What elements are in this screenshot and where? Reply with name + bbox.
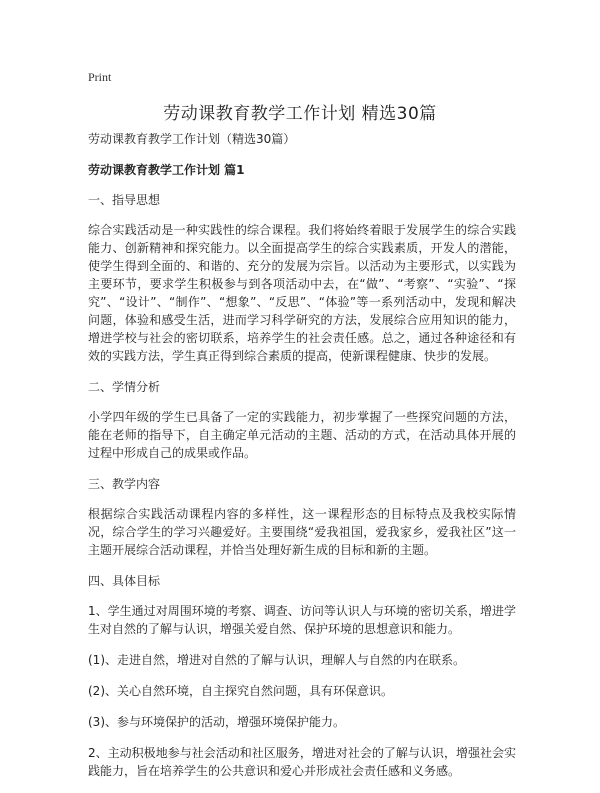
paragraph: (3)、参与环境保护的活动，增强环境保护能力。 bbox=[88, 715, 345, 729]
paragraph: 1、学生通过对周围环境的考察、调查、访问等认识人与环境的密切关系，增进学生对自然的了解与认识，增强关爱自然、保护环境的思想意识和能力。 bbox=[88, 604, 516, 636]
paragraph: 小学四年级的学生已具备了一定的实践能力，初步掌握了一些探究问题的方法，能在老师的指导下，自主确定单元活动的主题、活动的方式，在活动具体开展的过程中形成自己的成果或作品。 bbox=[88, 410, 516, 460]
paragraph: 综合实践活动是一种实践性的综合课程。我们将始终着眼于发展学生的综合实践能力、创新精神和探究能力。以全面提高学生的综合实践素质，开发人的潜能，使学生得到全面的、和谐的、充分的发展为宗旨。以活动为主要形式，以实践为主要环节，要求学生积极参与到各项活动中去，在“做”、“考察”、“实验”、“探究”、“设计”、“制作”、“想象”、“反思”、“体验”等一系列活动中，发现和解决问题，体验和感受生活，进而学习科学研究的方法，发展综合应用知识的能力，增进学校与社会的密切联系，培养学生的社会责任感。总之，通过各种途径和有效的实践方法，学生真正得到综合素质的提高，使新课程健康、快步的发展。 bbox=[88, 223, 516, 363]
paragraph: 根据综合实践活动课程内容的多样性，这一课程形态的目标特点及我校实际情况，综合学生的学习兴趣爱好。主要围绕“爱我祖国，爱我家乡，爱我社区”这一主题开展综合活动课程，并恰当处理好新生成的目标和新的主题。 bbox=[88, 507, 516, 557]
section-title: 劳动课教育教学工作计划 篇1 bbox=[88, 163, 245, 177]
paragraph: (2)、关心自然环境，自主探究自然问题，具有环保意识。 bbox=[88, 684, 394, 698]
document-subtitle: 劳动课教育教学工作计划（精选30篇） bbox=[88, 132, 296, 146]
heading-teaching-content: 三、教学内容 bbox=[88, 477, 161, 491]
heading-student-analysis: 二、学情分析 bbox=[88, 380, 161, 394]
heading-guiding-ideology: 一、指导思想 bbox=[88, 193, 161, 207]
print-label[interactable]: Print bbox=[88, 70, 112, 84]
document-body bbox=[88, 130, 516, 793]
page-title: 劳动课教育教学工作计划 精选30篇 bbox=[163, 104, 437, 124]
paragraph: 2、主动积极地参与社会活动和社区服务，增进对社会的了解与认识，增强社会实践能力，旨在培养学生的公共意识和爱心并形成社会责任感和义务感。 bbox=[88, 746, 516, 778]
heading-specific-goals: 四、具体目标 bbox=[88, 574, 161, 588]
paragraph: (1)、走进自然，增进对自然的了解与认识，理解人与自然的内在联系。 bbox=[88, 653, 466, 667]
